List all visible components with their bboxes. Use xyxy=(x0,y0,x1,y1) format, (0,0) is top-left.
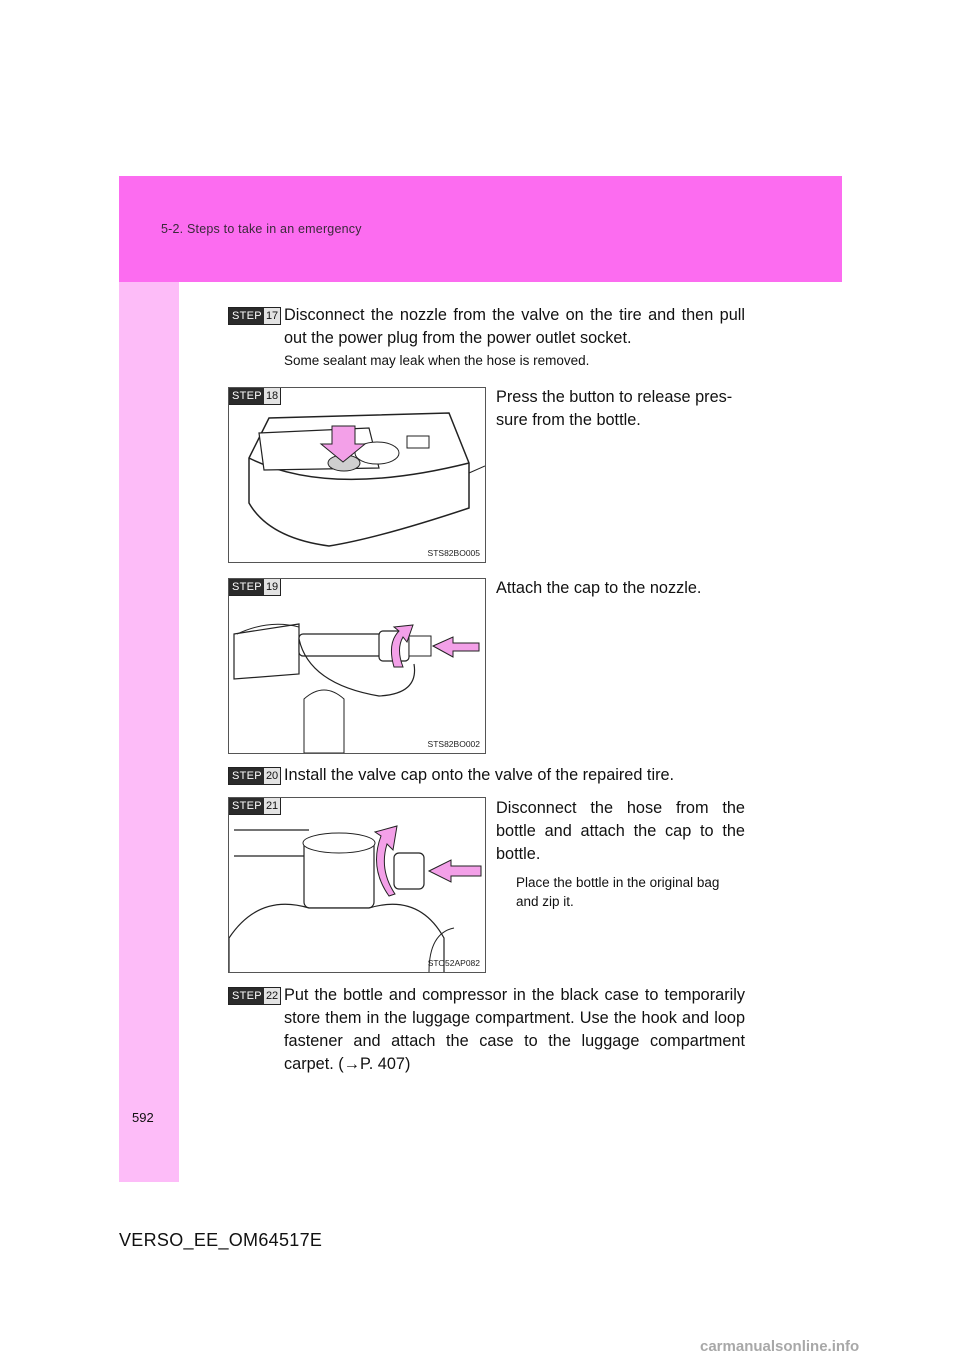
step-21-figure xyxy=(228,797,486,973)
step-badge-21 xyxy=(229,798,281,815)
step-number: 19 xyxy=(265,581,279,593)
step-20-text: Install the valve cap onto the valve of the repaired tire. xyxy=(284,766,675,784)
step-badge-19 xyxy=(229,579,281,596)
page-number: 592 xyxy=(132,1110,154,1125)
step-number: 20 xyxy=(265,770,279,782)
step-19-text: Attach the cap to the nozzle. xyxy=(496,579,702,597)
step-word: STEP xyxy=(229,798,264,814)
step-badge-20 xyxy=(228,767,281,785)
step-word: STEP xyxy=(229,988,264,1004)
figure-code: STO52AP082 xyxy=(427,958,480,968)
step-word: STEP xyxy=(229,768,264,784)
step-number: 21 xyxy=(265,800,279,812)
step-number: 18 xyxy=(265,390,279,402)
step-18-figure xyxy=(228,387,486,563)
bottle-cap-illustration xyxy=(229,798,485,972)
step-badge-22 xyxy=(228,987,281,1005)
step-18-text-line2: sure from the bottle. xyxy=(496,411,641,429)
pump-button-press-illustration xyxy=(229,388,485,562)
step-word: STEP xyxy=(229,579,264,595)
step-number: 22 xyxy=(265,990,279,1002)
step-word: STEP xyxy=(229,308,264,324)
nozzle-cap-illustration xyxy=(229,579,485,753)
step-badge-17 xyxy=(228,307,281,325)
step-number: 17 xyxy=(265,310,279,322)
section-title: 5-2. Steps to take in an emergency xyxy=(161,222,362,236)
figure-code: STS82BO002 xyxy=(427,739,480,749)
step-19-figure xyxy=(228,578,486,754)
step-17-text: Disconnect the nozzle from the valve on the tire and then pull out the power plug from the power outlet socket. xyxy=(284,306,745,347)
step-word: STEP xyxy=(229,388,264,404)
step-badge-18 xyxy=(229,388,281,405)
document-code: VERSO_EE_OM64517E xyxy=(119,1230,323,1250)
step-17-note: Some sealant may leak when the hose is removed. xyxy=(284,353,590,368)
step-22-text: Put the bottle and compressor in the black case to temporarily store them in the luggage compartment. Use the hook and loop fastener and attach the case to the luggage compartment carpet. (→P. 407) xyxy=(284,986,745,1073)
figure-code: STS82BO005 xyxy=(427,548,480,558)
step-21-note: Place the bottle in the original bag and zip it. xyxy=(516,875,720,909)
step-21-text: Disconnect the hose from the bottle and attach the cap to the bottle. xyxy=(496,799,745,863)
side-band xyxy=(119,282,179,1182)
step-18-text-line1: Press the button to release pres- xyxy=(496,388,733,406)
watermark: carmanualsonline.info xyxy=(700,1338,860,1355)
